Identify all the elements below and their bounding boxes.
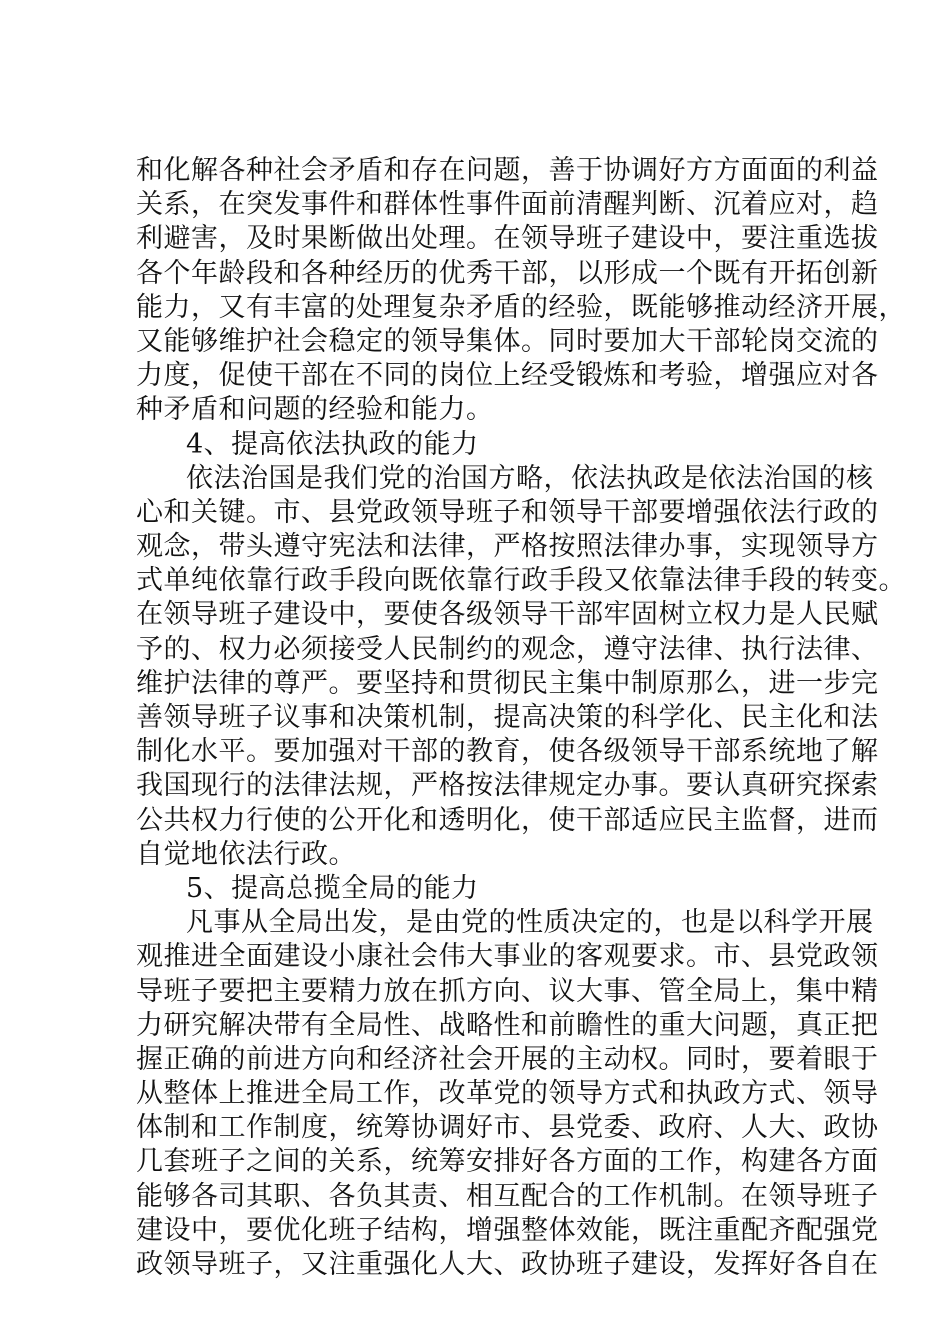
text-line: 心和关键。市、县党政领导班子和领导干部要增强依法行政的 bbox=[136, 496, 879, 528]
text-line: 在领导班子建设中，要使各级领导干部牢固树立权力是人民赋 bbox=[136, 599, 879, 631]
text-line: 从整体上推进全局工作，改革党的领导方式和执政方式、领导 bbox=[136, 1078, 879, 1110]
text-line: 种矛盾和问题的经验和能力。 bbox=[136, 394, 494, 426]
text-line: 自觉地依法行政。 bbox=[136, 838, 356, 870]
text-line: 力研究解决带有全局性、战略性和前瞻性的重大问题，真正把 bbox=[136, 1009, 879, 1041]
text-line: 能力，又有丰富的处理复杂矛盾的经验，既能够推动经济开展， bbox=[136, 291, 906, 323]
paragraph-continued bbox=[136, 154, 906, 428]
text-line: 又能够维护社会稳定的领导集体。同时要加大干部轮岗交流的 bbox=[136, 325, 879, 357]
text-line: 握正确的前进方向和经济社会开展的主动权。同时，要着眼于 bbox=[136, 1043, 879, 1075]
text-line: 几套班子之间的关系，统筹安排好各方面的工作，构建各方面 bbox=[136, 1146, 879, 1178]
text-line: 凡事从全局出发，是由党的性质决定的，也是以科学开展 bbox=[186, 907, 874, 939]
text-line: 维护法律的尊严。要坚持和贯彻民主集中制原那么，进一步完 bbox=[136, 667, 879, 699]
text-line: 公共权力行使的公开化和透明化，使干部适应民主监督，进而 bbox=[136, 804, 879, 836]
text-line: 能够各司其职、各负其责、相互配合的工作机制。在领导班子 bbox=[136, 1180, 879, 1212]
text-line: 我国现行的法律法规，严格按法律规定办事。要认真研究探索 bbox=[136, 770, 879, 802]
text-line: 利避害，及时果断做出处理。在领导班子建设中，要注重选拔 bbox=[136, 223, 879, 255]
text-line: 导班子要把主要精力放在抓方向、议大事、管全局上，集中精 bbox=[136, 975, 879, 1007]
document-body bbox=[136, 154, 906, 1282]
text-line: 予的、权力必须接受人民制约的观念，遵守法律、执行法律、 bbox=[136, 633, 879, 665]
text-line: 各个年龄段和各种经历的优秀干部，以形成一个既有开拓创新 bbox=[136, 257, 879, 289]
text-line: 体制和工作制度，统筹协调好市、县党委、政府、人大、政协 bbox=[136, 1112, 879, 1144]
text-line: 制化水平。要加强对干部的教育，使各级领导干部系统地了解 bbox=[136, 736, 879, 768]
text-line: 力度，促使干部在不同的岗位上经受锻炼和考验，增强应对各 bbox=[136, 360, 879, 392]
section-5-paragraph bbox=[136, 906, 879, 1282]
text-line: 善领导班子议事和决策机制，提高决策的科学化、民主化和法 bbox=[136, 702, 879, 733]
text-line: 政领导班子，又注重强化人大、政协班子建设，发挥好各自在 bbox=[136, 1249, 879, 1280]
text-line: 建设中，要优化班子结构，增强整体效能，既注重配齐配强党 bbox=[136, 1214, 879, 1246]
text-line: 式单纯依靠行政手段向既依靠行政手段又依靠法律手段的转变。 bbox=[136, 565, 906, 597]
section-4-paragraph bbox=[136, 462, 906, 872]
section-heading-4: 4、提高依法执政的能力 bbox=[186, 428, 479, 460]
text-line: 关系，在突发事件和群体性事件面前清醒判断、沉着应对，趋 bbox=[136, 189, 879, 221]
text-line: 观念，带头遵守宪法和法律，严格按照法律办事，实现领导方 bbox=[136, 531, 879, 563]
section-heading-5: 5、提高总揽全局的能力 bbox=[186, 872, 479, 904]
text-line: 和化解各种社会矛盾和存在问题，善于协调好方方面面的利益 bbox=[136, 155, 879, 186]
text-line: 观推进全面建设小康社会伟大事业的客观要求。市、县党政领 bbox=[136, 941, 879, 973]
text-line: 依法治国是我们党的治国方略，依法执政是依法治国的核 bbox=[186, 462, 874, 494]
